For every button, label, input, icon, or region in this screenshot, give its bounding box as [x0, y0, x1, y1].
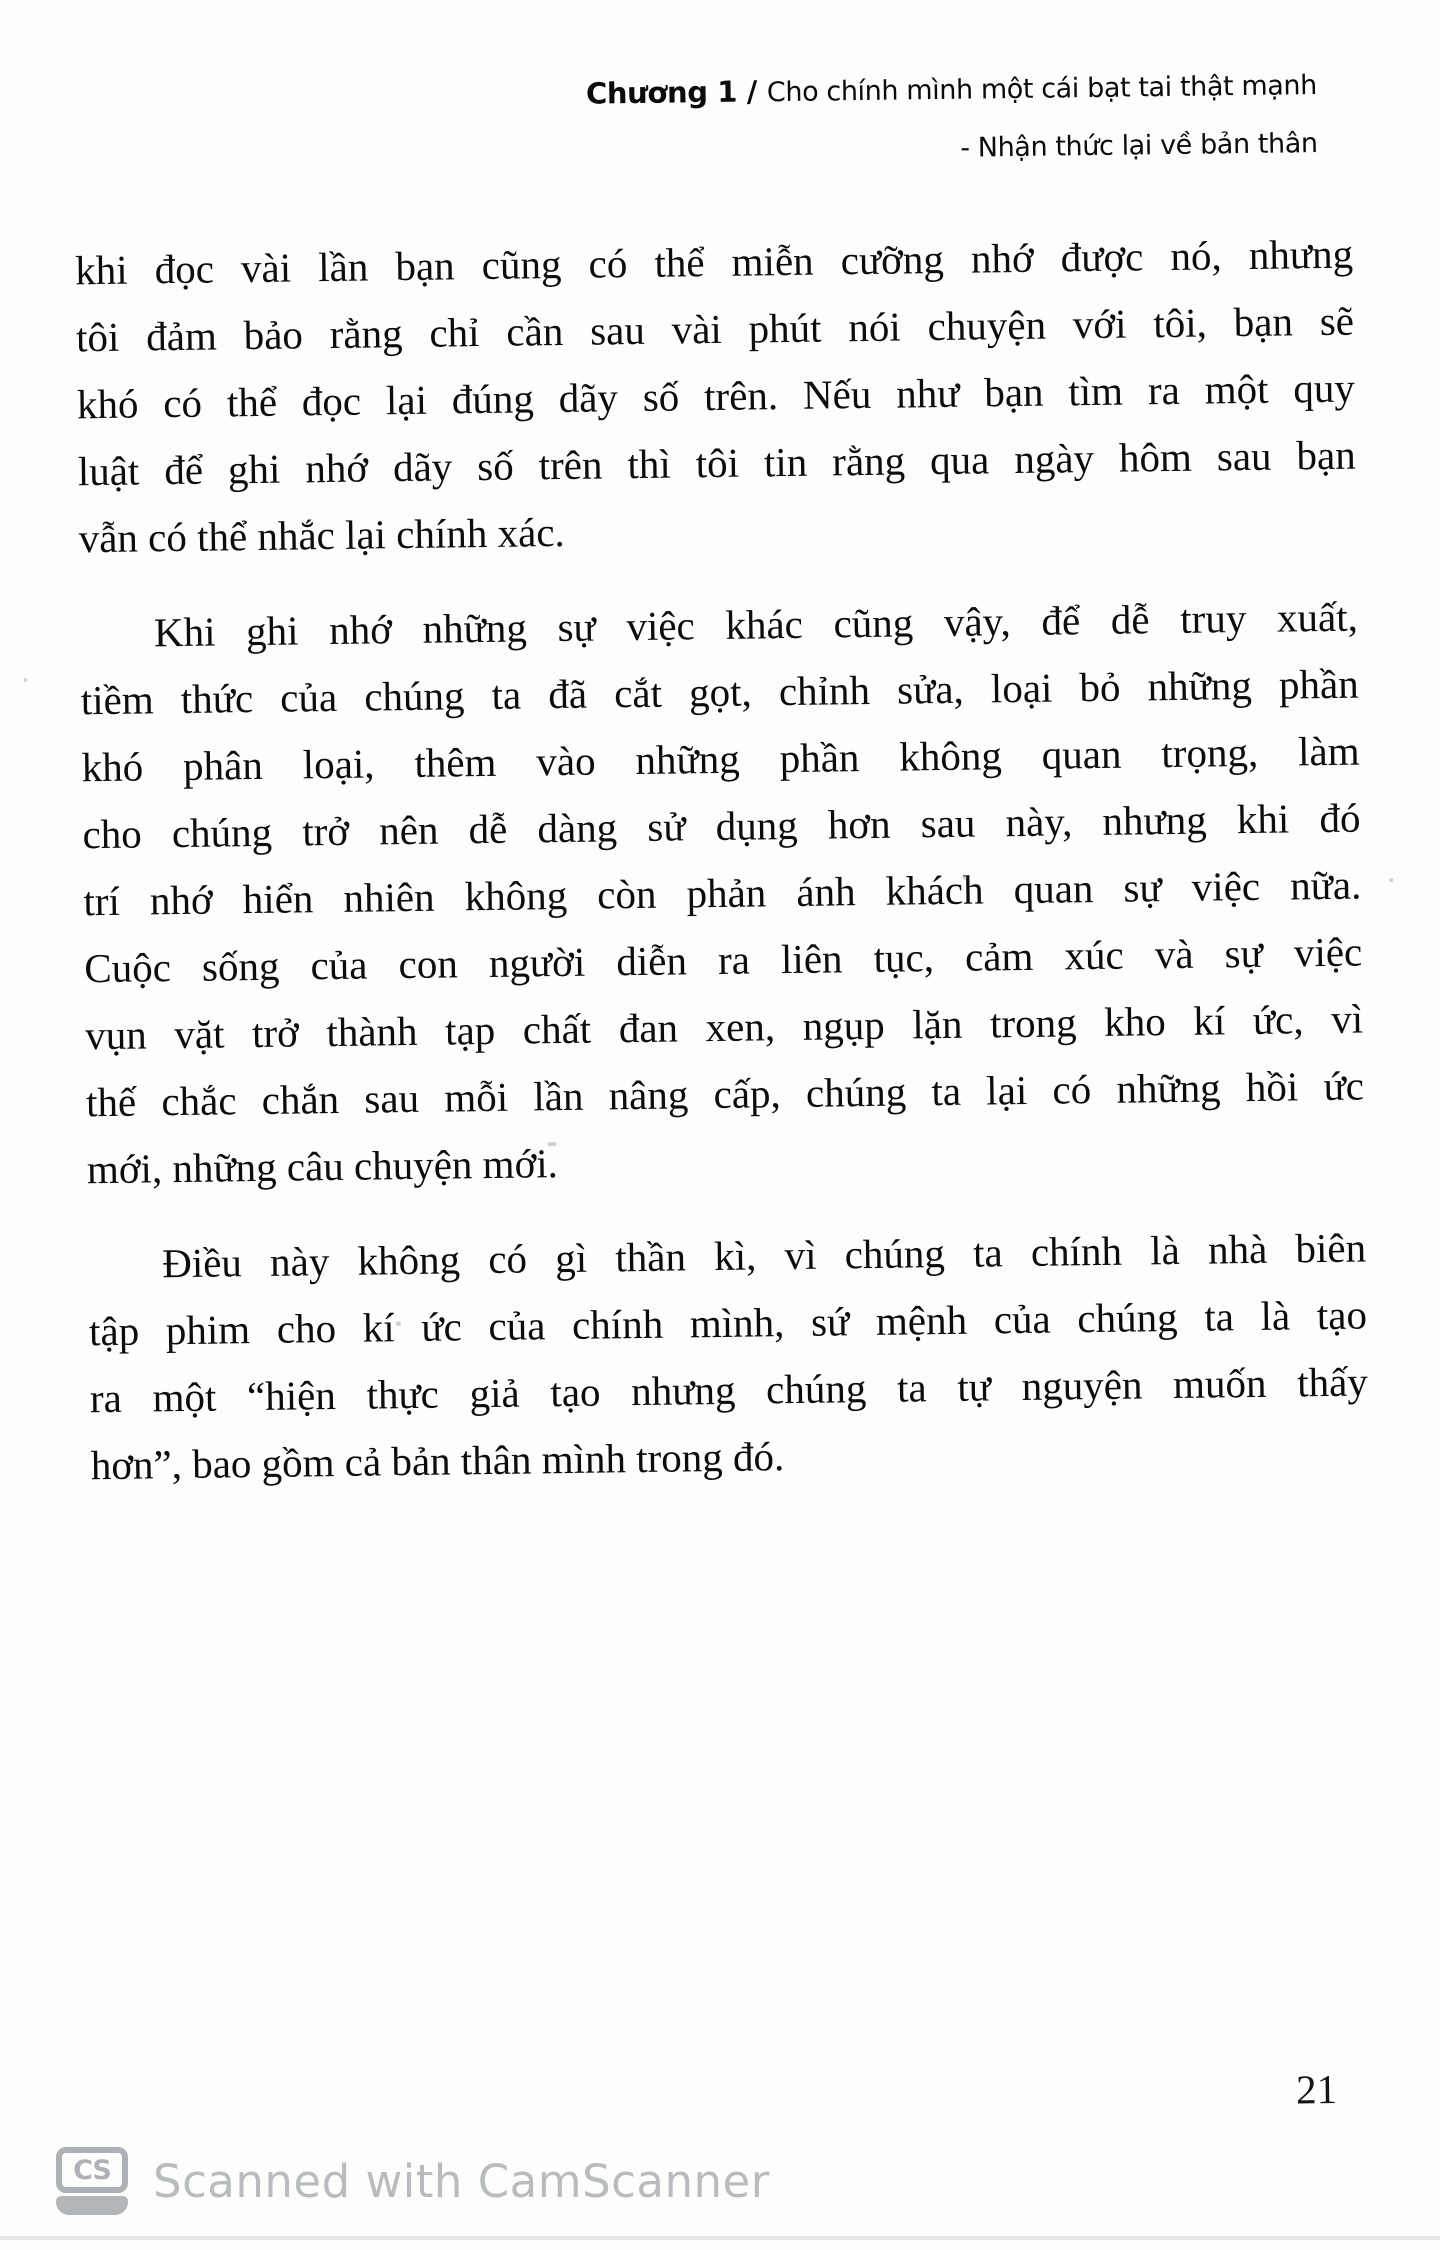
- paragraph: [75, 221, 1357, 573]
- text-line: khi đọc vài lần bạn cũng có thể miễn cưỡng nhớ được nó, nhưng: [74, 230, 1354, 294]
- camscanner-logo-icon: [56, 2147, 128, 2215]
- scan-speck: [23, 678, 27, 682]
- text-line: mới, những câu chuyện mới.: [86, 1140, 559, 1193]
- page-header: [586, 55, 1318, 183]
- chapter-subtitle: - Nhận thức lại về bản thân: [960, 128, 1318, 164]
- text-line: tôi đảm bảo rằng chỉ cần sau vài phút nói chuyện với tôi, bạn sẽ: [75, 297, 1355, 361]
- text-line: trí nhớ hiển nhiên không còn phản ánh khách quan sự việc nữa.: [83, 861, 1362, 925]
- cs-logo-base: [56, 2196, 128, 2215]
- page-number: 21: [1295, 2065, 1338, 2113]
- chapter-label: Chương 1 /: [585, 74, 758, 111]
- text-line: Điều này không có gì thần kì, vì chúng ta chính là nhà biên: [161, 1224, 1367, 1287]
- paragraph: [79, 584, 1365, 1204]
- text-line: ra một “hiện thực giả tạo nhưng chúng ta tự nguyện muốn thấy: [89, 1358, 1369, 1422]
- chapter-heading: [586, 55, 1318, 125]
- scan-bottom-edge: [0, 2236, 1440, 2240]
- text-line: vẫn có thể nhắc lại chính xác.: [78, 508, 566, 562]
- scan-speck: [1389, 878, 1393, 882]
- text-line: tiềm thức của chúng ta đã cắt gọt, chỉnh sửa, loại bỏ những phần: [80, 660, 1359, 724]
- text-line: tập phim cho kí ức của chính mình, sứ mệnh của chúng ta là tạo: [88, 1291, 1368, 1355]
- scan-speck: [548, 1142, 557, 1146]
- text-line: khó có thể đọc lại đúng dãy số trên. Nếu như bạn tìm ra một quy: [76, 364, 1356, 428]
- text-line: khó phân loại, thêm vào những phần không quan trọng, làm: [81, 727, 1360, 791]
- paragraph: [88, 1215, 1369, 1500]
- text-line: vụn vặt trở thành tạp chất đan xen, ngụp lặn trong kho kí ức, vì: [84, 995, 1364, 1059]
- text-line: hơn”, bao gồm cả bản thân mình trong đó.: [90, 1433, 785, 1489]
- text-line: cho chúng trở nên dễ dàng sử dụng hơn sau này, nhưng khi đó: [82, 794, 1361, 858]
- text-line: Khi ghi nhớ những sự việc khác cũng vậy, để dễ truy xuất,: [153, 593, 1359, 656]
- body-text: [75, 221, 1369, 1500]
- watermark-label: Scanned with CamScanner: [153, 2154, 770, 2208]
- text-line: luật để ghi nhớ dãy số trên thì tôi tin rằng qua ngày hôm sau bạn: [77, 431, 1356, 495]
- text-line: Cuộc sống của con người diễn ra liên tục, cảm xúc và sự việc: [83, 928, 1363, 992]
- camscanner-watermark: [56, 2147, 770, 2215]
- chapter-title: Cho chính mình một cái bạt tai thật mạnh: [766, 70, 1318, 109]
- scan-speck: [962, 875, 967, 880]
- scan-speck: [396, 1321, 401, 1326]
- cs-logo-text: CS: [56, 2147, 128, 2193]
- text-line: thế chắc chắn sau mỗi lần nâng cấp, chúng ta lại có những hồi ức: [85, 1062, 1365, 1126]
